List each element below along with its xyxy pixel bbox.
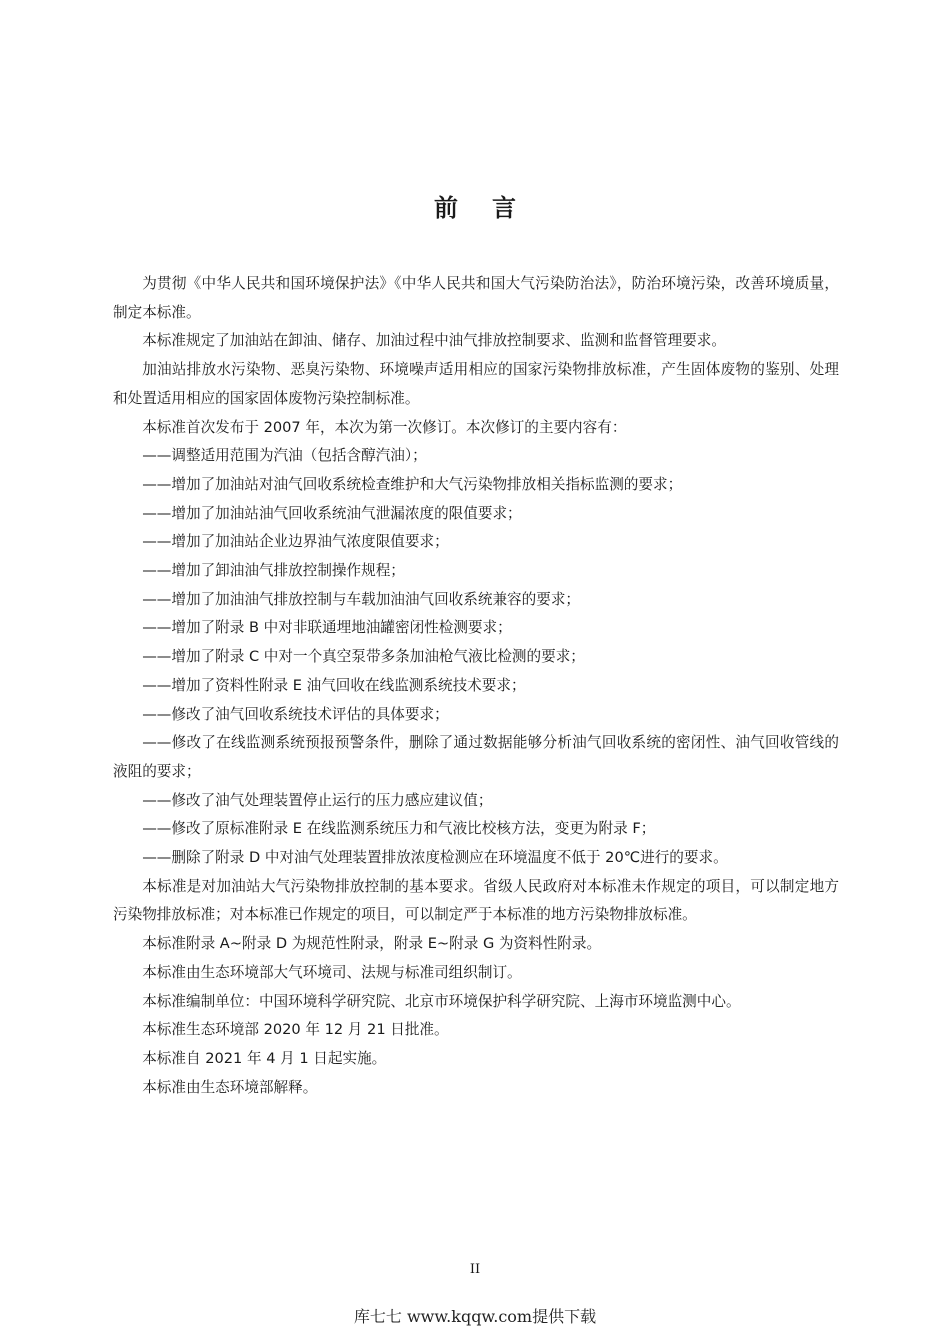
- revision-item: ——调整适用范围为汽油（包括含醇汽油）；: [142, 447, 427, 465]
- paragraph-applicable-standards: 加油站排放水污染物、恶臭污染物、环境噪声适用相应的国家污染物排放标准，产生固体废物的鉴别、处理和处置适用相应的国家固体废物污染控制标准。: [113, 361, 839, 407]
- paragraph-basic-requirements: 本标准是对加油站大气污染物排放控制的基本要求。省级人民政府对本标准未作规定的项目，可以制定地方污染物排放标准；对本标准已作规定的项目，可以制定严于本标准的地方污染物排放标准。: [113, 877, 839, 924]
- paragraph-purpose: 为贯彻《中华人民共和国环境保护法》《中华人民共和国大气污染防治法》，防治环境污染，改善环境质量，制定本标准。: [113, 275, 839, 321]
- revision-item: ——增加了资料性附录 E 油气回收在线监测系统技术要求；: [142, 676, 526, 694]
- revision-item: ——修改了油气处理装置停止运行的压力感应建议值；: [142, 791, 493, 809]
- revision-item: ——删除了附录 D 中对油气处理装置排放浓度检测应在环境温度不低于 20℃进行的要求。: [142, 849, 728, 867]
- paragraph-interpretation: 本标准由生态环境部解释。: [142, 1078, 318, 1096]
- revision-item: ——增加了加油站油气回收系统油气泄漏浓度的限值要求；: [142, 504, 522, 522]
- revision-item: ——增加了加油油气排放控制与车载加油油气回收系统兼容的要求；: [142, 590, 581, 608]
- paragraph-revision-intro: 本标准首次发布于 2007 年，本次为第一次修订。本次修订的主要内容有：: [142, 418, 627, 436]
- page-title: 前言: [434, 194, 550, 222]
- revision-item: ——修改了原标准附录 E 在线监测系统压力和气液比校核方法，变更为附录 F；: [142, 820, 656, 838]
- revision-item: ——修改了在线监测系统预报预警条件，删除了通过数据能够分析油气回收系统的密闭性、油气回收管线的液阻的要求；: [113, 734, 839, 780]
- revision-item: ——增加了加油站企业边界油气浓度限值要求；: [142, 533, 449, 551]
- paragraph-scope: 本标准规定了加油站在卸油、储存、加油过程中油气排放控制要求、监测和监督管理要求。: [142, 332, 726, 350]
- revision-item: ——增加了卸油油气排放控制操作规程；: [142, 562, 405, 580]
- page-number: II: [469, 1262, 481, 1277]
- foreword-body: [113, 270, 839, 1102]
- paragraph-organizer: 本标准由生态环境部大气环境司、法规与标准司组织制订。: [142, 963, 522, 981]
- paragraph-effective-date: 本标准自 2021 年 4 月 1 日起实施。: [142, 1049, 387, 1067]
- paragraph-drafting-units: 本标准编制单位：中国环境科学研究院、北京市环境保护科学研究院、上海市环境监测中心。: [142, 992, 741, 1010]
- revision-item: ——增加了加油站对油气回收系统检查维护和大气污染物排放相关指标监测的要求；: [142, 475, 683, 493]
- revision-item: ——增加了附录 B 中对非联通埋地油罐密闭性检测要求；: [142, 619, 512, 637]
- footer-watermark: 库七七 www.kqqw.com提供下载: [353, 1307, 597, 1326]
- revision-item: ——增加了附录 C 中对一个真空泵带多条加油枪气液比检测的要求；: [142, 648, 585, 666]
- paragraph-appendices: 本标准附录 A~附录 D 为规范性附录，附录 E~附录 G 为资料性附录。: [142, 935, 602, 953]
- revision-item: ——修改了油气回收系统技术评估的具体要求；: [142, 705, 449, 723]
- paragraph-approval-date: 本标准生态环境部 2020 年 12 月 21 日批准。: [142, 1021, 449, 1039]
